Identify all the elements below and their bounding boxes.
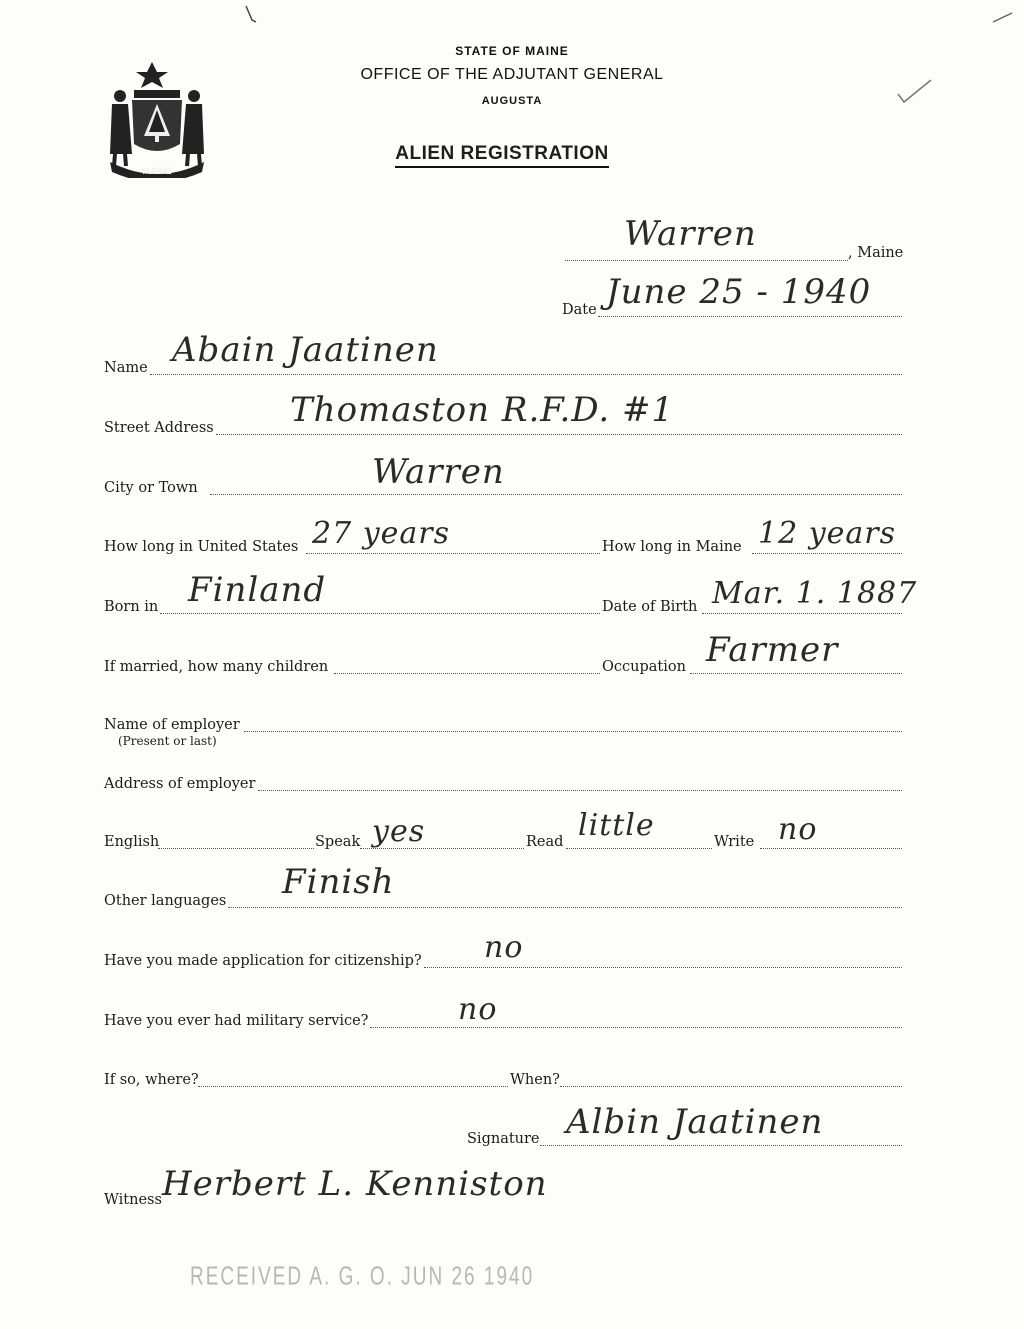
city-line [210, 494, 902, 495]
years-us-line [306, 553, 600, 554]
speak-label: Speak [315, 834, 361, 850]
write-label: Write [714, 834, 755, 850]
signature-label: Signature [467, 1131, 540, 1147]
read-entry: little [578, 808, 655, 843]
other-languages-entry: Finish [282, 862, 395, 902]
years-us-label: How long in United States [104, 539, 299, 555]
city-label: City or Town [104, 480, 198, 496]
witness-entry: Herbert L. Kenniston [162, 1164, 548, 1204]
military-line [370, 1027, 902, 1028]
where-label: If so, where? [104, 1072, 199, 1088]
employer-address-label: Address of employer [104, 776, 256, 792]
seal-text: MAINE [142, 166, 172, 176]
signature-entry: Albin Jaatinen [566, 1102, 824, 1142]
name-line [150, 374, 902, 375]
other-languages-line [228, 907, 902, 908]
citizenship-label: Have you made application for citizenship? [104, 953, 422, 969]
date-label: Date [562, 302, 597, 318]
years-maine-entry: 12 years [758, 516, 897, 551]
occupation-line [690, 673, 902, 674]
children-line [334, 673, 600, 674]
name-entry: Abain Jaatinen [172, 330, 439, 370]
other-languages-label: Other languages [104, 893, 227, 909]
english-label: English [104, 834, 160, 850]
years-maine-label: How long in Maine [602, 539, 742, 555]
place-line [565, 260, 848, 261]
years-maine-line [752, 553, 902, 554]
form-title-text: ALIEN REGISTRATION [395, 143, 608, 168]
read-line [566, 848, 712, 849]
military-entry: no [458, 992, 498, 1027]
english-line [158, 848, 314, 849]
office-heading: OFFICE OF THE ADJUTANT GENERAL [360, 66, 664, 83]
write-line [760, 848, 902, 849]
pen-mark-icon [992, 10, 1014, 24]
employer-sublabel: (Present or last) [118, 734, 217, 748]
born-in-line [160, 613, 600, 614]
city-entry: Warren [372, 452, 505, 492]
occupation-entry: Farmer [706, 630, 839, 670]
occupation-label: Occupation [602, 659, 686, 675]
name-label: Name [104, 360, 148, 376]
pen-mark-icon [244, 4, 258, 24]
born-in-entry: Finland [188, 570, 327, 610]
street-line [216, 434, 902, 435]
employer-label: Name of employer [104, 717, 240, 733]
street-entry: Thomaston R.F.D. #1 [290, 390, 675, 430]
when-label: When? [510, 1072, 560, 1088]
maine-suffix: , Maine [848, 245, 904, 261]
dob-line [702, 613, 902, 614]
date-line [598, 316, 902, 317]
dob-label: Date of Birth [602, 599, 698, 615]
when-line [560, 1086, 902, 1087]
signature-line [540, 1145, 902, 1146]
city-heading: AUGUSTA [481, 95, 543, 107]
form-title [0, 143, 1004, 165]
street-label: Street Address [104, 420, 214, 436]
children-label: If married, how many children [104, 659, 329, 675]
speak-entry: yes [372, 814, 426, 849]
citizenship-line [424, 967, 902, 968]
write-entry: no [778, 812, 818, 847]
where-line [198, 1086, 508, 1087]
years-us-entry: 27 years [312, 516, 451, 551]
employer-address-line [258, 790, 902, 791]
read-label: Read [526, 834, 564, 850]
employer-line [244, 731, 902, 732]
witness-label: Witness [104, 1192, 162, 1208]
date-entry: June 25 - 1940 [606, 272, 872, 312]
military-label: Have you ever had military service? [104, 1013, 369, 1029]
state-heading: STATE OF MAINE [455, 44, 569, 58]
place-entry: Warren [624, 214, 757, 254]
born-in-label: Born in [104, 599, 159, 615]
citizenship-entry: no [484, 930, 524, 965]
dob-entry: Mar. 1. 1887 [712, 576, 918, 611]
received-stamp: RECEIVED A. G. O. JUN 26 1940 [190, 1263, 535, 1292]
